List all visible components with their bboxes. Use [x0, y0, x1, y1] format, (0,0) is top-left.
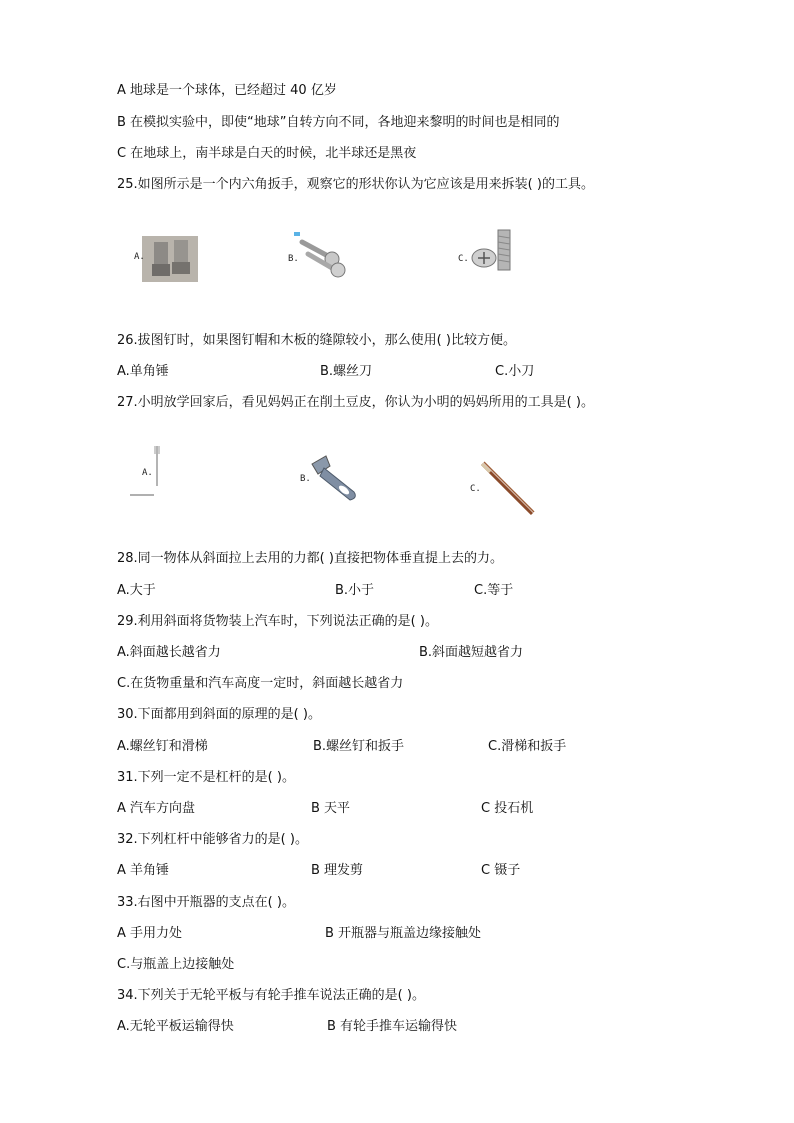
q32-option-a: A 羊角锤 — [117, 863, 170, 878]
q24-option-c: C 在地球上，南半球是白天的时候，北半球还是黑夜 — [117, 146, 417, 161]
q32-stem: 32.下列杠杆中能够省力的是( )。 — [117, 832, 308, 847]
q31-stem: 31.下列一定不是杠杆的是( )。 — [117, 770, 295, 785]
q27-option-a-label: A. — [142, 468, 153, 478]
q34-stem: 34.下列关于无轮平板与有轮手推车说法正确的是( )。 — [117, 988, 425, 1003]
q29-stem: 29.利用斜面将货物装上汽车时，下列说法正确的是( )。 — [117, 614, 438, 629]
q27-stem: 27.小明放学回家后，看见妈妈正在削土豆皮，你认为小明的妈妈所用的工具是( )。 — [117, 395, 594, 410]
q25-option-b-image — [288, 232, 358, 278]
q29-option-b: B.斜面越短越省力 — [419, 645, 524, 660]
q30-stem: 30.下面都用到斜面的原理的是( )。 — [117, 707, 321, 722]
q27-option-c-image — [470, 460, 540, 518]
q29-option-c: C.在货物重量和汽车高度一定时，斜面越长越省力 — [117, 676, 404, 691]
q32-option-c: C 镊子 — [481, 863, 521, 878]
q27-option-b-image — [300, 452, 364, 502]
q31-option-b: B 天平 — [311, 801, 351, 816]
q30-option-a: A.螺丝钉和滑梯 — [117, 739, 208, 754]
q25-stem: 25.如图所示是一个内六角扳手，观察它的形状你认为它应该是用来拆装( )的工具。 — [117, 177, 594, 192]
q25-option-a-image — [132, 234, 202, 284]
q31-option-a: A 汽车方向盘 — [117, 801, 196, 816]
q30-option-b: B.螺丝钉和扳手 — [313, 739, 405, 754]
q34-option-a: A.无轮平板运输得快 — [117, 1019, 234, 1034]
q24-option-a: A 地球是一个球体，已经超过 40 亿岁 — [117, 83, 337, 98]
q25-option-c-image — [458, 226, 528, 276]
q33-option-b: B 开瓶器与瓶盖边缘接触处 — [325, 926, 482, 941]
q27-option-b-label: B. — [300, 474, 311, 484]
q32-option-b: B 理发剪 — [311, 863, 364, 878]
q25-option-c-label: C. — [458, 254, 469, 264]
q28-option-a: A.大于 — [117, 583, 156, 598]
q33-stem: 33.右图中开瓶器的支点在( )。 — [117, 895, 295, 910]
q34-option-b: B 有轮手推车运输得快 — [327, 1019, 458, 1034]
q27-option-a-image — [130, 444, 170, 500]
q30-option-c: C.滑梯和扳手 — [488, 739, 567, 754]
q29-option-a: A.斜面越长越省力 — [117, 645, 221, 660]
q28-stem: 28.同一物体从斜面拉上去用的力都( )直接把物体垂直提上去的力。 — [117, 551, 503, 566]
q26-stem: 26.拔图钉时，如果图钉帽和木板的缝隙较小，那么使用( )比较方便。 — [117, 333, 516, 348]
q24-option-b: B 在模拟实验中，即使“地球”自转方向不同，各地迎来黎明的时间也是相同的 — [117, 115, 560, 130]
q26-option-b: B.螺丝刀 — [320, 364, 373, 379]
q25-option-a-label: A. — [134, 252, 145, 262]
q26-option-a: A.单角锤 — [117, 364, 169, 379]
q28-option-b: B.小于 — [335, 583, 375, 598]
q33-option-c: C.与瓶盖上边接触处 — [117, 957, 235, 972]
q33-option-a: A 手用力处 — [117, 926, 183, 941]
q26-option-c: C.小刀 — [495, 364, 535, 379]
q31-option-c: C 投石机 — [481, 801, 534, 816]
pan-head-screw-icon — [458, 226, 528, 276]
q27-option-c-label: C. — [470, 484, 481, 494]
q25-option-b-label: B. — [288, 254, 299, 264]
q28-option-c: C.等于 — [474, 583, 514, 598]
